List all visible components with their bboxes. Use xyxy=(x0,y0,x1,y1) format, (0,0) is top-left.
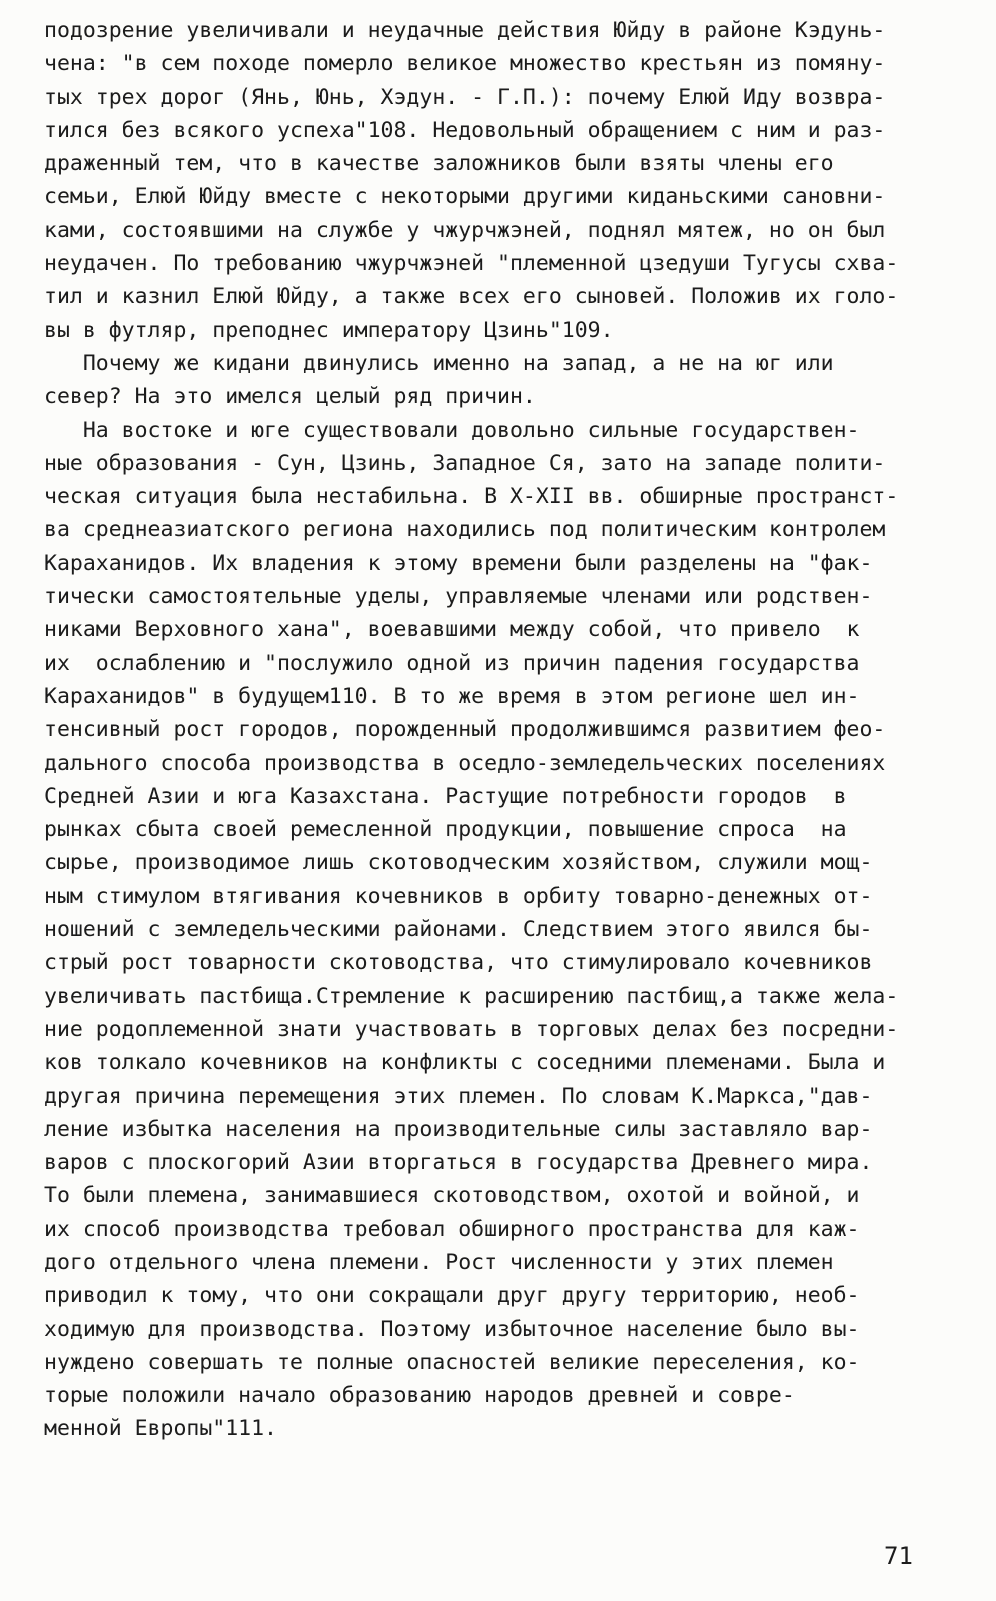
text-line: тился без всякого успеха"108. Недовольный обращением с ним и раз- xyxy=(44,117,886,143)
text-line: их способ производства требовал обширного пространства для каж- xyxy=(44,1216,860,1242)
text-line: ные образования - Сун, Цзинь, Западное Ся, зато на западе полити- xyxy=(44,450,886,476)
text-line: дого отдельного члена племени. Рост численности у этих племен xyxy=(44,1249,834,1275)
text-line: тически самостоятельные уделы, управляемые членами или родствен- xyxy=(44,584,873,610)
body-text xyxy=(44,14,944,1446)
text-line: ками, состоявшими на службе у чжурчжэней, поднял мятеж, но он был xyxy=(44,217,886,243)
text-line: ление избытка населения на производительные силы заставляло вар- xyxy=(44,1116,873,1142)
text-line: вы в футляр, преподнес императору Цзинь"109. xyxy=(44,317,614,343)
text-line: их ослаблению и "послужило одной из причин падения государства xyxy=(44,650,860,676)
text-line: ческая ситуация была нестабильна. В Х-ХII вв. обширные пространст- xyxy=(44,484,899,510)
text-line: семьи, Елюй Юйду вместе с некоторыми другими киданьскими сановни- xyxy=(44,184,886,210)
text-line: сырье, производимое лишь скотоводческим хозяйством, служили мощ- xyxy=(44,850,873,876)
text-line: торые положили начало образованию народов древней и совре- xyxy=(44,1383,795,1409)
text-line: тил и казнил Елюй Юйду, а также всех его сыновей. Положив их голо- xyxy=(44,284,899,310)
text-line: приводил к тому, что они сокращали друг другу территорию, необ- xyxy=(44,1283,860,1309)
text-line: никами Верховного хана", воевавшими между собой, что привело к xyxy=(44,617,860,643)
text-line: нуждено совершать те полные опасностей великие переселения, ко- xyxy=(44,1349,860,1375)
text-line: другая причина перемещения этих племен. По словам К.Маркса,"дав- xyxy=(44,1083,873,1109)
text-line: увеличивать пастбища.Стремление к расширению пастбищ,а также жела- xyxy=(44,983,899,1009)
page-number: 71 xyxy=(884,1542,913,1570)
text-line: рынках сбыта своей ремесленной продукции, повышение спроса на xyxy=(44,817,847,843)
text-line: Средней Азии и юга Казахстана. Растущие потребности городов в xyxy=(44,783,847,809)
text-line: ва среднеазиатского региона находились под политическим контролем xyxy=(44,517,886,543)
text-line: ние родоплеменной знати участвовать в торговых делах без посредни- xyxy=(44,1016,899,1042)
text-line: подозрение увеличивали и неудачные действия Юйду в районе Кэдунь- xyxy=(44,18,886,43)
text-line: тых трех дорог (Янь, Юнь, Хэдун. - Г.П.): почему Елюй Иду возвра- xyxy=(44,84,886,110)
text-line: Почему же кидани двинулись именно на запад, а не на юг или xyxy=(44,350,834,376)
text-line: ков толкало кочевников на конфликты с соседними племенами. Была и xyxy=(44,1050,886,1076)
text-line: менной Европы"111. xyxy=(44,1416,277,1442)
text-line: То были племена, занимавшиеся скотоводством, охотой и войной, и xyxy=(44,1183,860,1209)
text-line: дального способа производства в оседло-земледельческих поселениях xyxy=(44,750,886,776)
text-line: драженный тем, что в качестве заложников были взяты члены его xyxy=(44,151,834,177)
text-line: стрый рост товарности скотоводства, что стимулировало кочевников xyxy=(44,950,873,976)
text-line: ношений с земледельческими районами. Следствием этого явился бы- xyxy=(44,917,873,943)
text-line: ным стимулом втягивания кочевников в орбиту товарно-денежных от- xyxy=(44,883,873,909)
text-line: тенсивный рост городов, порожденный продолжившимся развитием фео- xyxy=(44,717,886,743)
text-line: Караханидов. Их владения к этому времени были разделены на "фак- xyxy=(44,550,873,576)
text-line: ходимую для производства. Поэтому избыточное население было вы- xyxy=(44,1316,860,1342)
text-line: варов с плоскогорий Азии вторгаться в государства Древнего мира. xyxy=(44,1150,873,1176)
text-line: север? На это имелся целый ряд причин. xyxy=(44,384,536,410)
text-line: чена: "в сем походе померло великое множество крестьян из помяну- xyxy=(44,51,886,77)
text-line: На востоке и юге существовали довольно сильные государствен- xyxy=(44,417,860,443)
text-line: Караханидов" в будущем110. В то же время в этом регионе шел ин- xyxy=(44,683,860,709)
text-line: неудачен. По требованию чжурчжэней "племенной цзедуши Тугусы схва- xyxy=(44,251,899,277)
